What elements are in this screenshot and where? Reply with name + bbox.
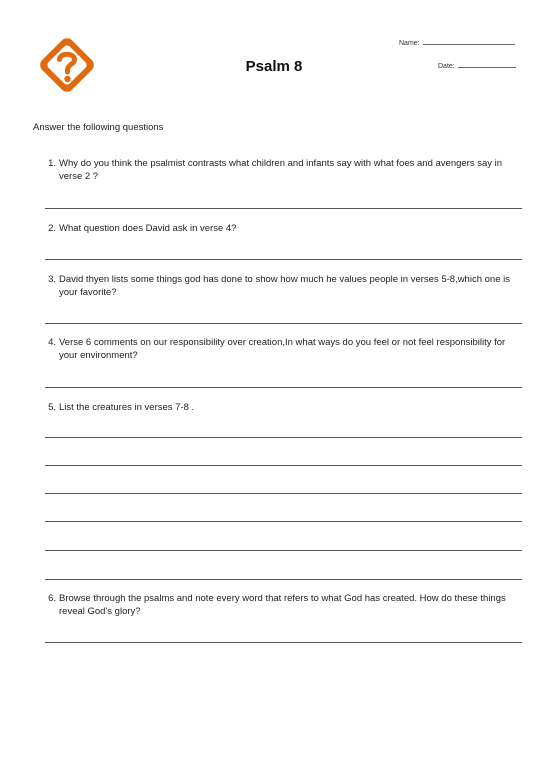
question-6 [42,592,522,618]
question-text: David thyen lists some things god has done to show how much he values people in verses 5-8,which one is your favorite? [59,274,510,298]
question-number: 4. [48,337,56,348]
question-text: Why do you think the psalmist contrasts what children and infants say with what foes and avengers say in verse 2 ? [59,158,503,182]
answer-line[interactable] [45,208,522,209]
answer-line[interactable] [45,493,522,494]
answer-line[interactable] [45,465,522,466]
date-input-line[interactable] [458,61,516,68]
question-number: 2. [48,223,56,234]
page-title: Psalm 8 [245,58,303,75]
question-4 [42,336,522,362]
answer-line[interactable] [45,579,522,580]
name-label: Name: [399,40,420,47]
question-number: 3. [48,274,56,285]
question-text: Verse 6 comments on our responsibility over creation,In what ways do you feel or not feel responsibility for your environment? [59,337,506,361]
name-field[interactable] [399,38,515,47]
question-2 [42,222,522,235]
answer-line[interactable] [45,521,522,522]
instructions: Answer the following questions [33,122,164,133]
answer-line[interactable] [45,642,522,643]
question-number: 5. [48,402,56,413]
question-number: 6. [48,593,56,604]
question-number: 1. [48,158,56,169]
name-input-line[interactable] [423,38,515,45]
answer-line[interactable] [45,323,522,324]
question-1 [42,157,522,183]
date-label: Date: [438,63,455,70]
answer-line[interactable] [45,259,522,260]
answer-line[interactable] [45,387,522,388]
answer-line[interactable] [45,437,522,438]
question-5 [42,401,522,414]
date-field[interactable] [438,61,516,70]
question-text: List the creatures in verses 7-8 . [59,402,195,413]
question-text: Browse through the psalms and note every word that refers to what God has created. How do these things reveal God's glory? [59,593,506,617]
answer-line[interactable] [45,550,522,551]
question-3 [42,273,522,299]
question-text: What question does David ask in verse 4? [59,223,237,234]
